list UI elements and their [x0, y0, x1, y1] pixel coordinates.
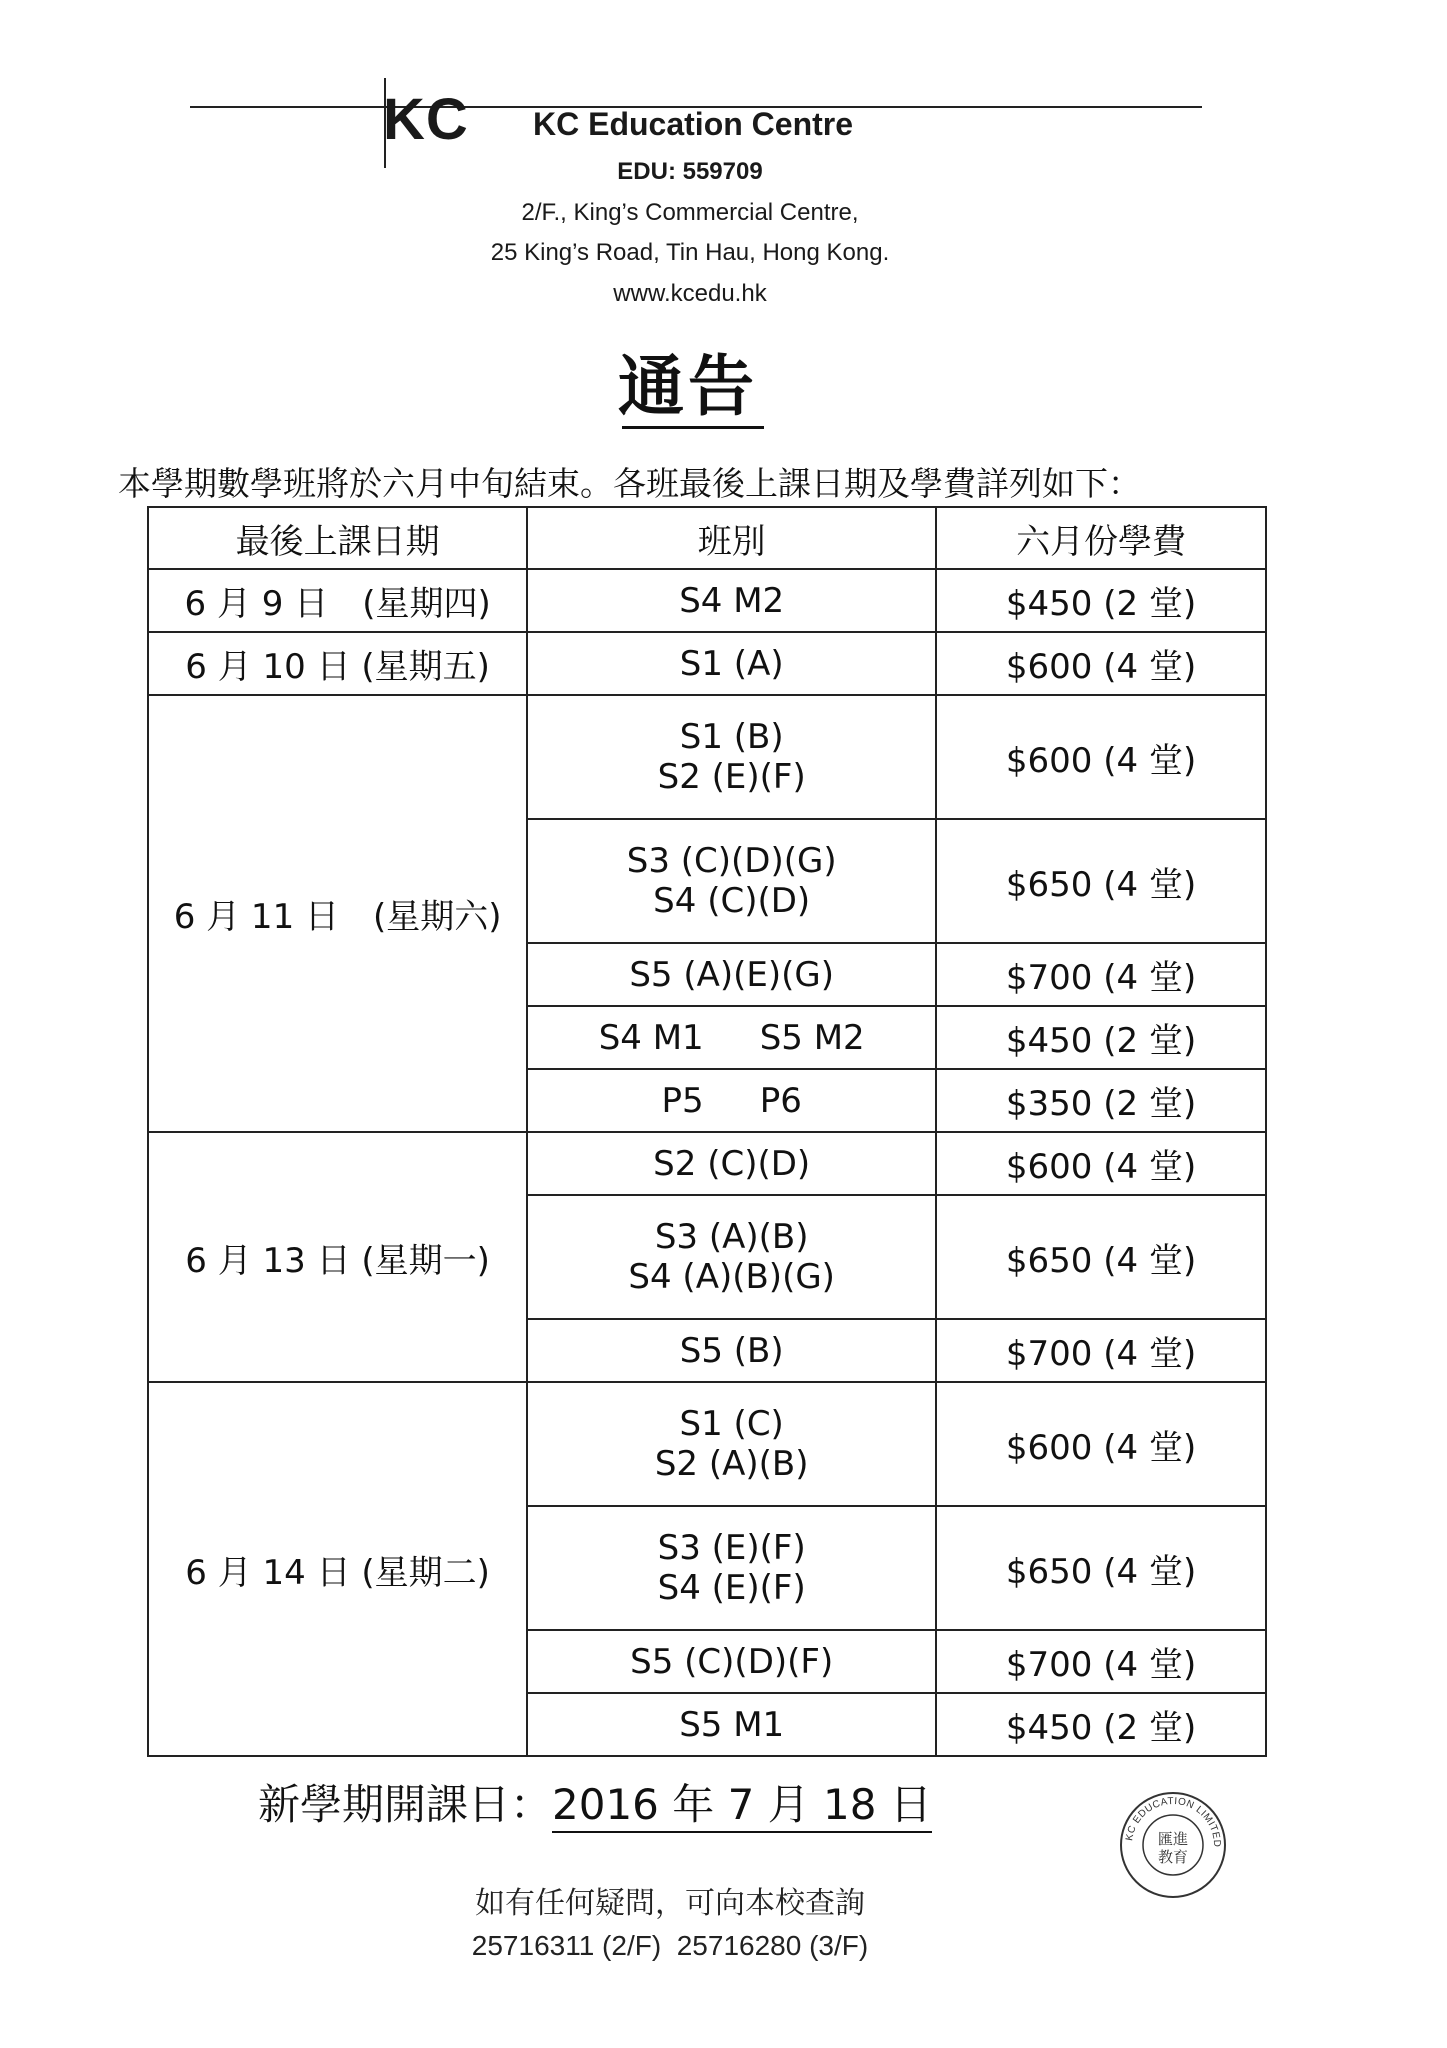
edu-number: EDU: 559709 — [617, 158, 763, 185]
enquiry-phones — [360, 1930, 980, 1962]
class-name: S3 (A)(B) — [654, 1217, 809, 1257]
class-name: S1 (C) — [679, 1404, 784, 1444]
phone-3f: 25716280 (3/F) — [676, 1930, 869, 1961]
fee-cell: $600 (4 堂) — [936, 632, 1266, 695]
class-name: P6 — [759, 1080, 802, 1121]
enquiry-text: 如有任何疑問，可向本校查詢 — [475, 1886, 865, 1921]
class-cell: S5 (B) — [527, 1319, 936, 1382]
class-cell: S5 M1 — [527, 1693, 936, 1756]
seal-outer-text: KC EDUCATION LIMITED — [1124, 1795, 1223, 1848]
class-name: P5 — [661, 1080, 704, 1121]
table-row — [148, 632, 1266, 695]
fee-cell: $700 (4 堂) — [936, 943, 1266, 1006]
fee-cell: $350 (2 堂) — [936, 1069, 1266, 1132]
phone-2f: 25716311 (2/F) — [471, 1930, 662, 1961]
class-name: S4 M1 — [598, 1017, 704, 1058]
fee-cell: $600 (4 堂) — [936, 1132, 1266, 1195]
fee-cell: $650 (4 堂) — [936, 1506, 1266, 1630]
kc-logo: KC — [383, 87, 469, 152]
fee-cell: $650 (4 堂) — [936, 819, 1266, 943]
new-term-start — [258, 1772, 932, 1832]
seal-inner-top: 匯進 — [1157, 1830, 1189, 1848]
date-cell: 6 月 11 日 (星期六) — [148, 695, 527, 1132]
address-line-2: 25 King’s Road, Tin Hau, Hong Kong. — [490, 239, 890, 266]
table-row — [148, 1382, 1266, 1506]
new-term-label: 新學期開課日： — [258, 1780, 553, 1829]
date-cell: 6 月 13 日 (星期一) — [148, 1132, 527, 1382]
table-row — [148, 695, 1266, 819]
header-class: 班別 — [527, 507, 936, 569]
table-row — [148, 1132, 1266, 1195]
notice-intro: 本學期數學班將於六月中旬結束。各班最後上課日期及學費詳列如下： — [118, 464, 1141, 503]
class-name: S4 (E)(F) — [657, 1568, 806, 1608]
date-cell: 6 月 9 日 (星期四) — [148, 569, 527, 632]
class-cell — [527, 1195, 936, 1319]
class-cell: S4 M2 — [527, 569, 936, 632]
class-cell: S5 (C)(D)(F) — [527, 1630, 936, 1693]
header-last-class-date: 最後上課日期 — [148, 507, 527, 569]
class-cell — [527, 1382, 936, 1506]
title-underline — [622, 426, 764, 429]
class-name: S5 M2 — [759, 1017, 865, 1058]
class-cell: S1 (A) — [527, 632, 936, 695]
fee-cell: $600 (4 堂) — [936, 695, 1266, 819]
class-name: S4 (C)(D) — [653, 881, 811, 921]
fee-cell: $450 (2 堂) — [936, 1693, 1266, 1756]
class-name: S2 (A)(B) — [654, 1444, 809, 1484]
date-cell: 6 月 10 日 (星期五) — [148, 632, 527, 695]
table-row — [148, 569, 1266, 632]
class-name: S1 (B) — [679, 717, 784, 757]
class-cell: S5 (A)(E)(G) — [527, 943, 936, 1006]
class-name: S3 (C)(D)(G) — [626, 841, 837, 881]
class-name: S3 (E)(F) — [657, 1528, 806, 1568]
class-cell: S2 (C)(D) — [527, 1132, 936, 1195]
class-name: S4 (A)(B)(G) — [628, 1257, 835, 1297]
class-cell — [527, 1069, 936, 1132]
website: www.kcedu.hk — [613, 280, 767, 307]
fee-cell: $600 (4 堂) — [936, 1382, 1266, 1506]
org-name: KC Education Centre — [533, 106, 854, 142]
fee-cell: $450 (2 堂) — [936, 569, 1266, 632]
class-cell — [527, 695, 936, 819]
class-cell — [527, 1006, 936, 1069]
notice-title: 通告 — [618, 348, 758, 425]
fee-cell: $700 (4 堂) — [936, 1630, 1266, 1693]
fee-cell: $650 (4 堂) — [936, 1195, 1266, 1319]
table-header-row — [148, 507, 1266, 569]
class-cell — [527, 819, 936, 943]
class-name: S2 (E)(F) — [657, 757, 806, 797]
new-term-date: 2016 年 7 月 18 日 — [552, 1780, 932, 1833]
company-seal-icon — [1118, 1790, 1228, 1900]
class-cell — [527, 1506, 936, 1630]
fee-table — [147, 506, 1267, 1757]
seal-inner-bottom: 教育 — [1157, 1848, 1189, 1866]
fee-cell: $450 (2 堂) — [936, 1006, 1266, 1069]
date-cell: 6 月 14 日 (星期二) — [148, 1382, 527, 1756]
fee-cell: $700 (4 堂) — [936, 1319, 1266, 1382]
address-line-1: 2/F., King’s Commercial Centre, — [521, 199, 859, 226]
header-june-fee: 六月份學費 — [936, 507, 1266, 569]
